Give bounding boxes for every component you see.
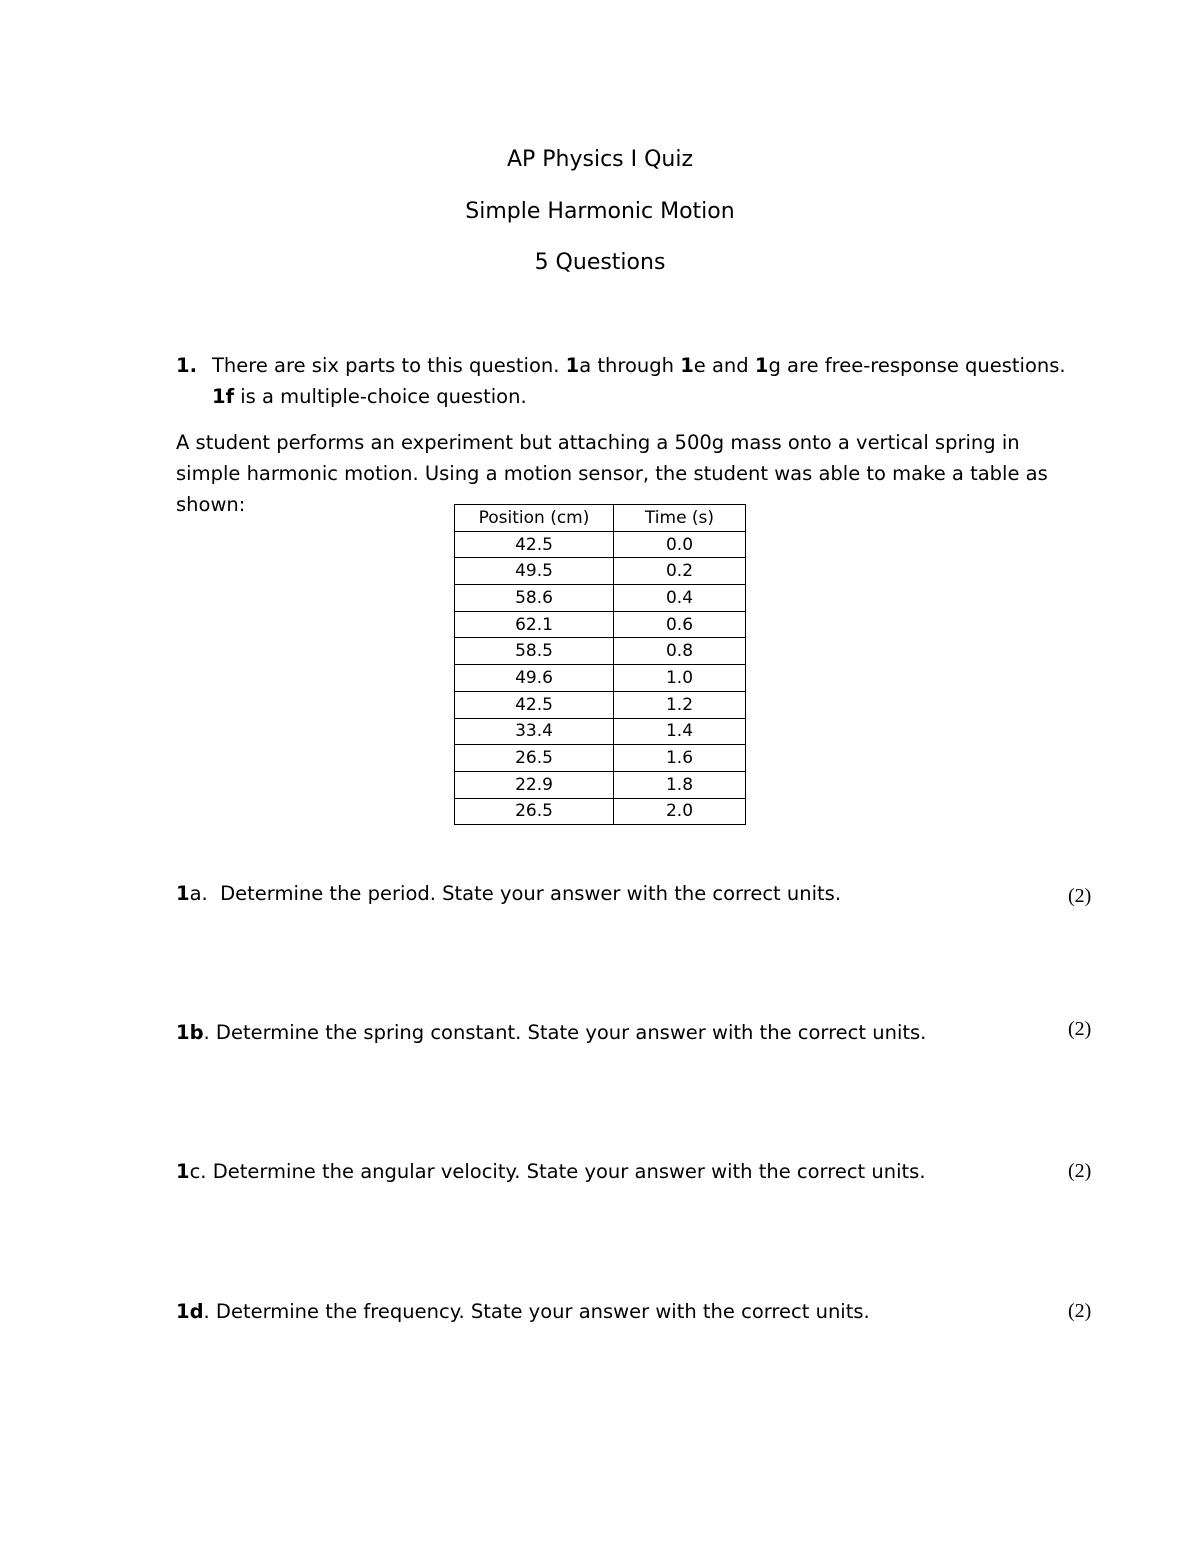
q1-bold-part: 1f	[212, 385, 235, 408]
position-cell: 49.6	[455, 665, 614, 692]
time-cell: 1.4	[614, 718, 746, 745]
time-cell: 1.8	[614, 771, 746, 798]
question-1b-points: (2)	[1068, 1018, 1092, 1040]
quiz-title: AP Physics I Quiz	[506, 147, 694, 172]
position-cell: 22.9	[455, 771, 614, 798]
position-cell: 42.5	[455, 531, 614, 558]
q1-text-part: There are six parts to this question.	[212, 354, 566, 377]
q1-bold-part: 1	[754, 354, 769, 377]
time-cell: 0.0	[614, 531, 746, 558]
time-cell: 0.6	[614, 611, 746, 638]
experiment-description: A student performs an experiment but attaching a 500g mass onto a vertical spring in simple harmonic motion. Using a motion sensor, the student was able to make a table as shown:	[176, 431, 1048, 516]
column-header-position: Position (cm)	[455, 505, 614, 532]
question-count: 5 Questions	[534, 250, 666, 275]
position-cell: 42.5	[455, 691, 614, 718]
position-cell: 33.4	[455, 718, 614, 745]
q1-text-part: g are free-response questions.	[768, 354, 1066, 377]
table-row	[455, 638, 746, 665]
position-cell: 58.6	[455, 585, 614, 612]
table-row	[455, 585, 746, 612]
question-1d-label: 1d	[176, 1300, 204, 1323]
question-1-number: 1.	[176, 354, 197, 377]
question-1a-label: 1	[176, 882, 190, 905]
q1-bold-part: 1	[565, 354, 580, 377]
table-row	[455, 691, 746, 718]
question-1d-points: (2)	[1068, 1300, 1092, 1322]
time-cell: 1.0	[614, 665, 746, 692]
question-1a	[176, 880, 936, 908]
q1-bold-part: 1	[680, 354, 694, 377]
question-1b-label: 1b	[176, 1021, 204, 1044]
question-1b-label-rest: .	[203, 1021, 210, 1044]
table-row	[455, 531, 746, 558]
question-1b	[176, 1019, 936, 1047]
question-1-instructions	[176, 350, 1066, 412]
table-header-row	[455, 505, 746, 532]
q1-text-part: a through	[579, 354, 681, 377]
table-row	[455, 745, 746, 772]
question-1d-text: Determine the frequency. State your answer with the correct units.	[209, 1300, 870, 1323]
time-cell: 0.4	[614, 585, 746, 612]
table-row	[455, 718, 746, 745]
position-cell: 26.5	[455, 745, 614, 772]
table-row	[455, 611, 746, 638]
question-1b-text: Determine the spring constant. State your answer with the correct units.	[209, 1021, 927, 1044]
question-1-text	[212, 350, 1066, 412]
column-header-time: Time (s)	[614, 505, 746, 532]
question-1d	[176, 1298, 936, 1326]
position-time-table	[454, 504, 746, 825]
question-1c-points: (2)	[1068, 1160, 1092, 1182]
question-1c-label-rest: c.	[189, 1160, 207, 1183]
question-1d-label-rest: .	[203, 1300, 210, 1323]
table-row	[455, 771, 746, 798]
question-1a-text: Determine the period. State your answer with the correct units.	[207, 882, 842, 905]
time-cell: 1.2	[614, 691, 746, 718]
time-cell: 2.0	[614, 798, 746, 825]
table-row	[455, 798, 746, 825]
question-1c-text: Determine the angular velocity. State your answer with the correct units.	[206, 1160, 926, 1183]
quiz-topic: Simple Harmonic Motion	[465, 199, 735, 224]
table-row	[455, 558, 746, 585]
question-1a-points: (2)	[1068, 885, 1092, 907]
time-cell: 1.6	[614, 745, 746, 772]
q1-text-part: e and	[693, 354, 755, 377]
position-cell: 49.5	[455, 558, 614, 585]
question-1c-label: 1	[176, 1160, 190, 1183]
q1-text-part: is a multiple-choice question.	[234, 385, 527, 408]
table-row	[455, 665, 746, 692]
question-1c	[176, 1158, 936, 1186]
question-1a-label-rest: a.	[189, 882, 208, 905]
position-cell: 58.5	[455, 638, 614, 665]
position-cell: 26.5	[455, 798, 614, 825]
position-cell: 62.1	[455, 611, 614, 638]
time-cell: 0.8	[614, 638, 746, 665]
time-cell: 0.2	[614, 558, 746, 585]
